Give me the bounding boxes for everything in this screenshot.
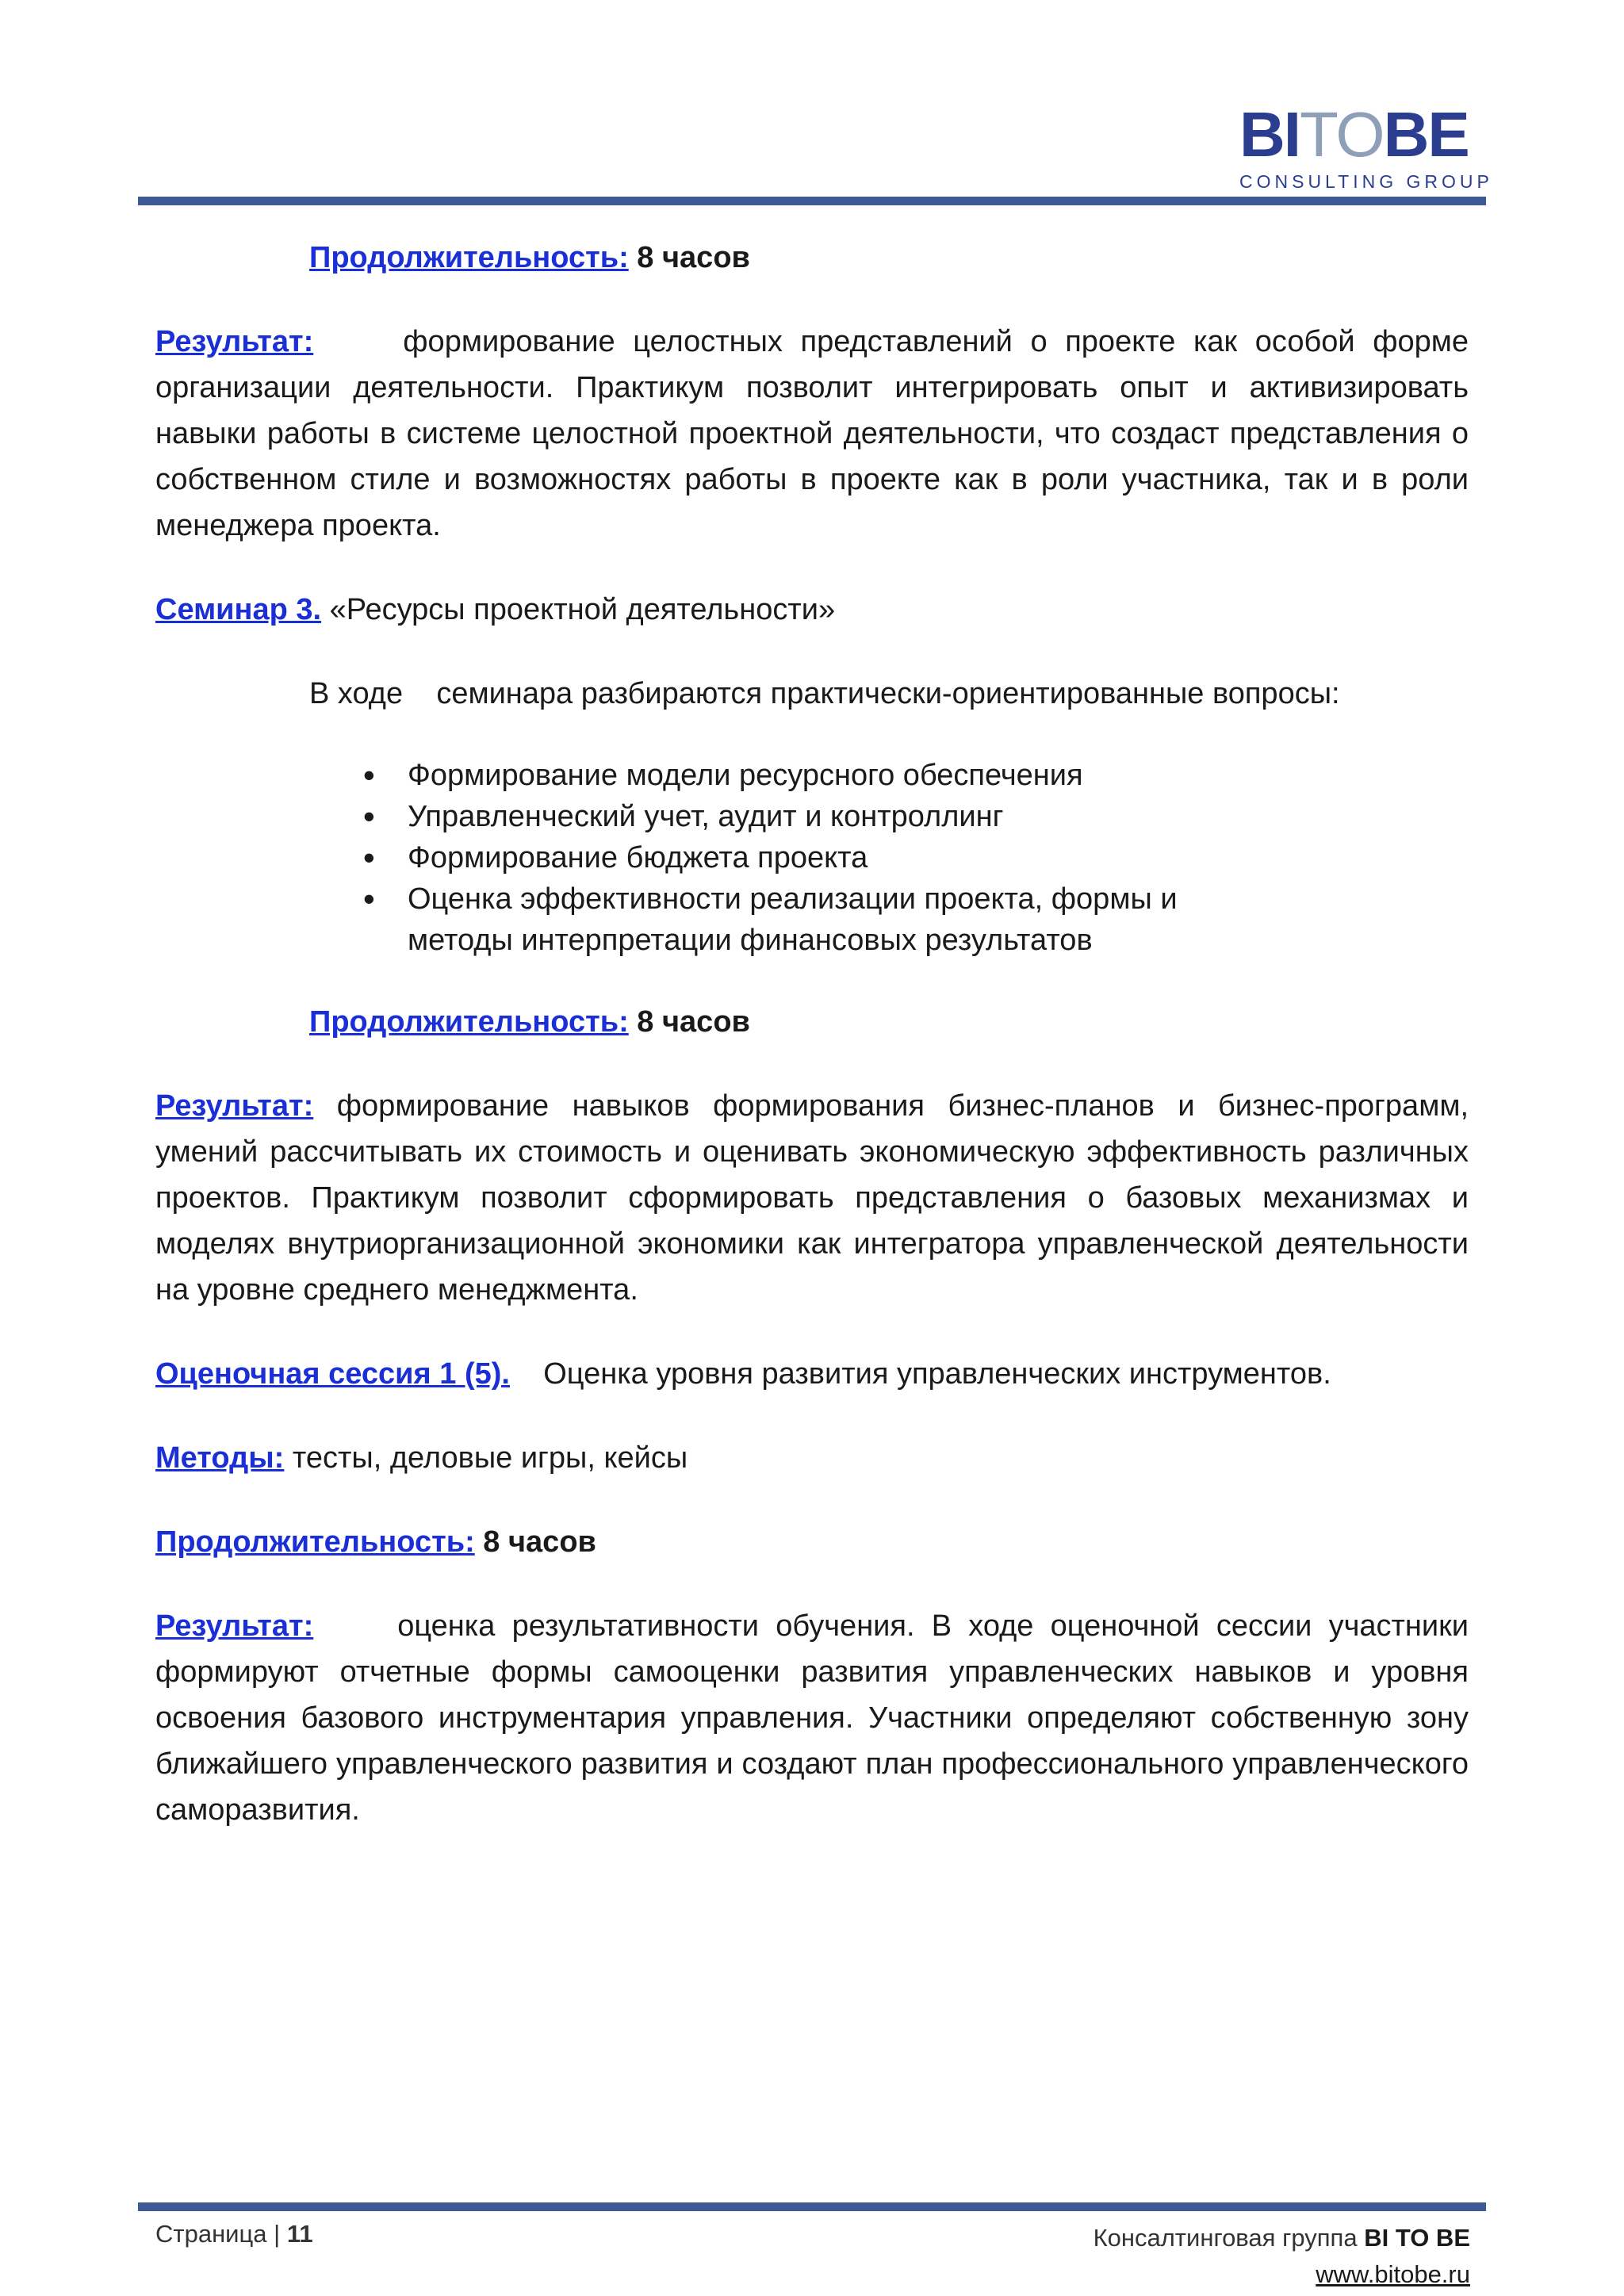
assessment-session [155,1351,1469,1397]
page-label: Страница [155,2220,267,2248]
duration-3-label: Продолжительность: [155,1525,475,1559]
company-logo [1239,99,1493,193]
result-3-label: Результат: [155,1609,314,1643]
page-content [155,235,1469,1833]
list-item: • Управленческий учет, аудит и контроллинг [408,796,1469,837]
duration-2 [155,999,1469,1045]
result-2 [155,1083,1469,1313]
page-separator: | [274,2220,281,2248]
seminar-3-title: «Ресурсы проектной деятельности» [329,593,836,626]
page-number: 11 [286,2220,313,2248]
list-item: • Формирование бюджета проекта [408,837,1469,878]
assessment-session-label: Оценочная сессия 1 (5). [155,1357,510,1391]
company-text: Консалтинговая группа [1093,2224,1358,2252]
methods [155,1435,1469,1481]
duration-1 [155,235,1469,281]
result-1 [155,319,1469,549]
header-rule [138,197,1486,205]
seminar-intro: В ходе семинара разбираются практически-ориентированные вопросы: [309,677,1340,710]
footer-company [1094,2220,1470,2293]
seminar-3-label: Семинар 3. [155,593,322,626]
duration-2-label: Продолжительность: [309,1005,629,1039]
result-2-text: формирование навыков формирования бизнес-планов и бизнес-программ, умений рассчитывать их стоимость и оценивать экономическую эффективность различных проектов. Практикум позволит сформировать представления о базовых механизмах и моделях внутриорганизационной экономики как интегратора управленческой деятельности на уровне среднего менеджмента. [155,1089,1469,1307]
footer-rule [138,2202,1486,2211]
page-indicator [155,2220,313,2248]
list-item: • Формирование модели ресурсного обеспечения [408,755,1469,796]
result-1-label: Результат: [155,325,314,358]
list-item: • Оценка эффективности реализации проекта, формы и методы интерпретации финансовых результатов [408,878,1280,961]
result-2-label: Результат: [155,1089,314,1123]
duration-1-value: 8 часов [637,241,750,274]
seminar-3-heading [155,587,1469,633]
result-3-text: оценка результативности обучения. В ходе оценочной сессии участники формируют отчетные формы самооценки развития управленческих навыков и уровня освоения базового инструментария управления. Участники определяют собственную зону ближайшего управленческого развития и создают план профессионального управленческого саморазвития. [155,1609,1469,1827]
topics-list [155,755,1469,961]
website-link[interactable]: www.bitobe.ru [1316,2260,1470,2288]
methods-text: тесты, деловые игры, кейсы [292,1441,688,1475]
result-3 [155,1603,1469,1833]
company-brand: BI TO BE [1364,2224,1470,2252]
logo-wordmark: BITOBE [1239,99,1469,170]
duration-3-value: 8 часов [483,1525,596,1559]
duration-3 [155,1519,1469,1565]
assessment-session-text: Оценка уровня развития управленческих инструментов. [543,1357,1331,1391]
duration-2-value: 8 часов [637,1005,750,1039]
duration-1-label: Продолжительность: [309,241,629,274]
result-1-text: формирование целостных представлений о проекте как особой форме организации деятельности. Практикум позволит интегрировать опыт и активизировать навыки работы в системе целостной проектной деятельности, что создаст представления о собственном стиле и возможностях работы в проекте как в роли участника, так и в роли менеджера проекта. [155,325,1469,542]
methods-label: Методы: [155,1441,285,1475]
logo-subtitle: CONSULTING GROUP [1239,171,1493,192]
